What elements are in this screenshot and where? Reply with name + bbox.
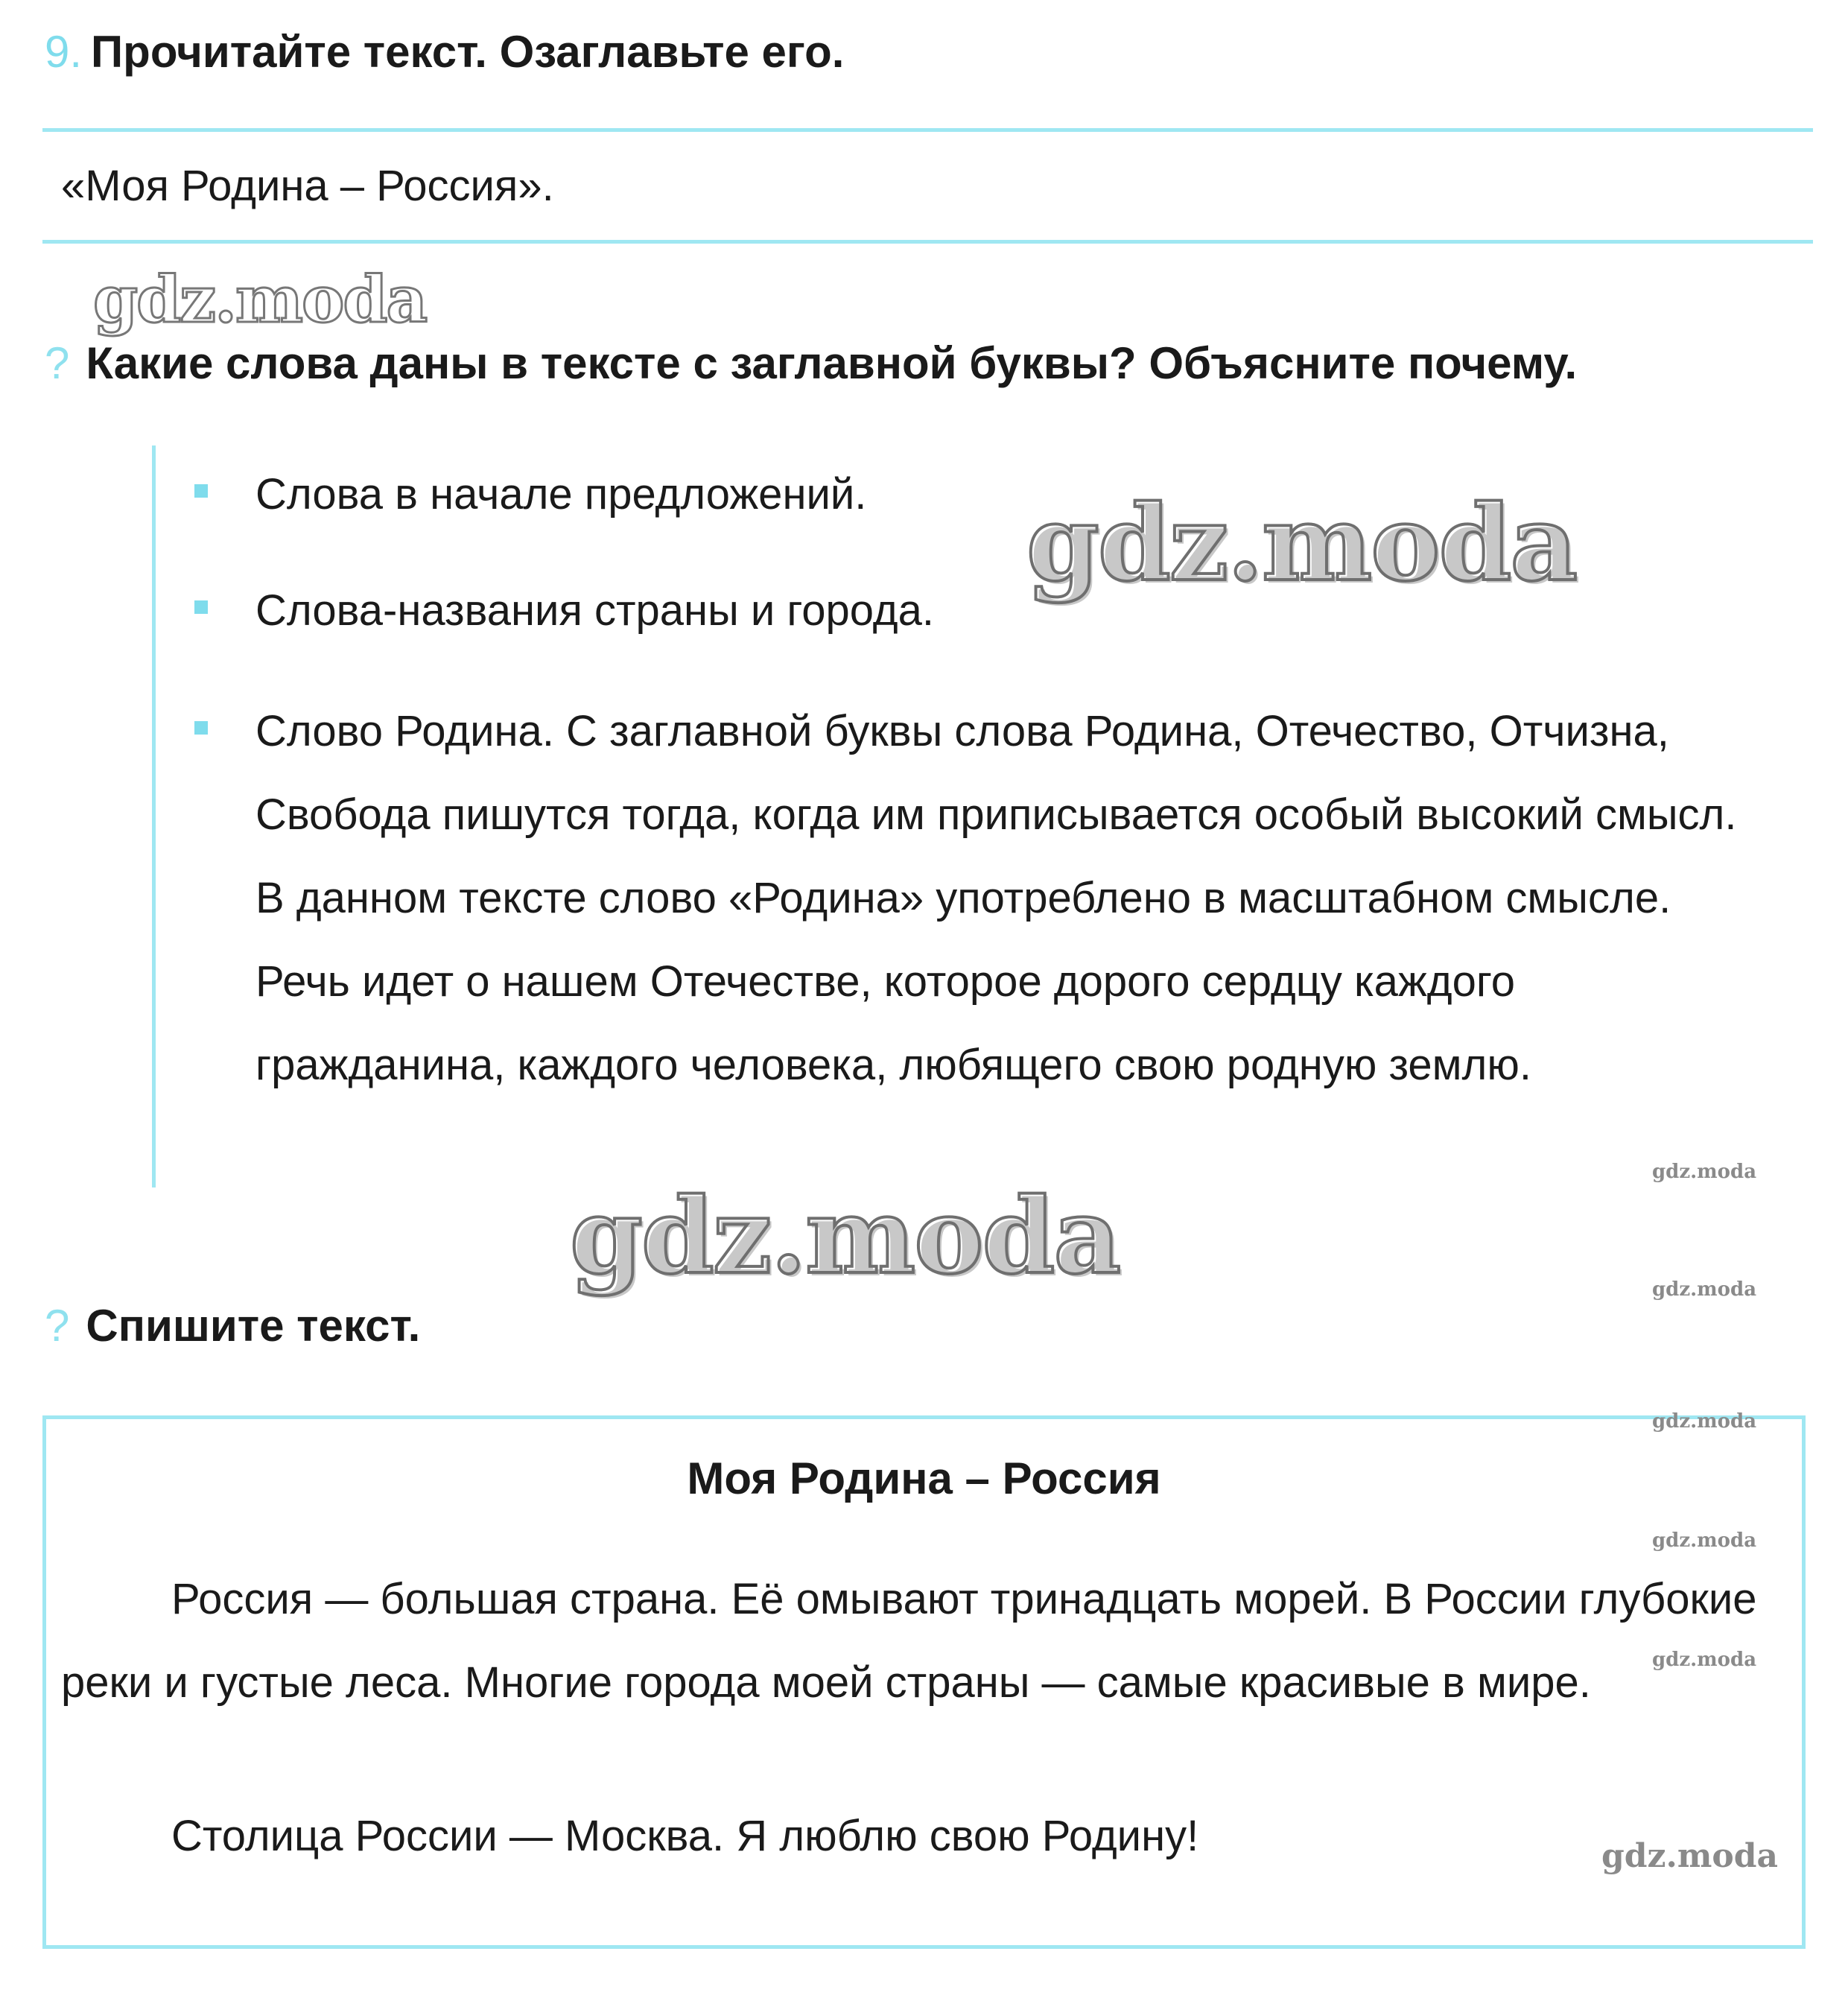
watermark: gdz.moda: [1652, 1161, 1757, 1183]
task-instruction: Прочитайте текст. Озаглавьте его.: [91, 27, 845, 77]
question-text: Спишите текст.: [86, 1301, 421, 1351]
bullet-icon: [194, 721, 208, 735]
bullet-icon: [194, 484, 208, 498]
copy-paragraph: Столица России — Москва. Я люблю свою Родину!: [171, 1812, 1199, 1860]
divider-top: [42, 128, 1813, 132]
copy-box: [42, 1415, 1806, 1949]
copy-paragraph: Россия — большая страна. Её омывают тринадцать морей. В России глубокие реки и густые леса. Многие города моей страны — самые красивые в мире.: [61, 1575, 1757, 1707]
list-item-text: Слова-названия страны и города.: [255, 586, 934, 635]
watermark: gdz.moda: [1026, 483, 1577, 605]
question-copy-text: [45, 1296, 420, 1356]
bullet-icon: [194, 600, 208, 614]
list-item-text: Слова в начале предложений.: [255, 470, 867, 519]
watermark: gdz.moda: [93, 262, 427, 337]
question-text: Какие слова даны в тексте с заглавной буквы? Объясните почему.: [86, 338, 1578, 388]
watermark: gdz.moda: [1652, 1278, 1757, 1301]
title-answer: «Моя Родина – Россия».: [61, 162, 554, 210]
watermark: gdz.moda: [1652, 1649, 1757, 1671]
divider-bottom: [42, 240, 1813, 244]
watermark: gdz.moda: [1652, 1529, 1757, 1552]
list-item-text: Слово Родина. С заглавной буквы слова Родина, Отечество, Отчизна, Свобода пишутся тогда, когда им приписывается особый высокий смысл. В данном тексте слово «Родина» употреблено в масштабном смысле. Речь идет о нашем Отечестве, которое дорого сердцу каждого гражданина, каждого человека, любящего свою родную землю.: [255, 707, 1737, 1089]
question-mark-icon: ?: [45, 338, 70, 388]
question-mark-icon: ?: [45, 1301, 70, 1351]
watermark: gdz.moda: [570, 1176, 1120, 1298]
watermark: gdz.moda: [1652, 1410, 1757, 1433]
question-capital-letters: [45, 334, 1577, 393]
watermark: gdz.moda: [1601, 1837, 1779, 1875]
task-number: 9.: [45, 27, 83, 77]
task-header: [45, 22, 844, 82]
copy-title: Моя Родина – Россия: [687, 1453, 1161, 1503]
